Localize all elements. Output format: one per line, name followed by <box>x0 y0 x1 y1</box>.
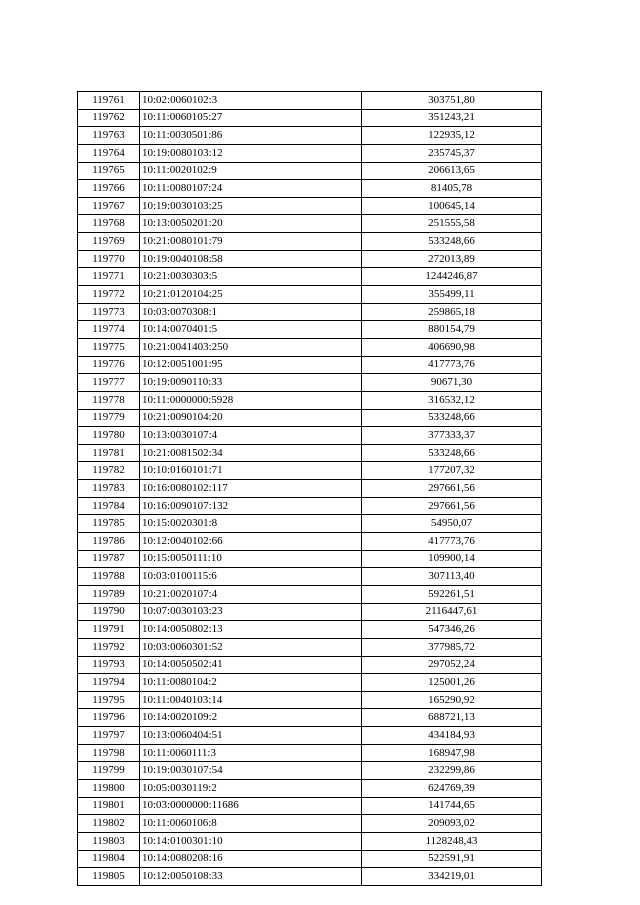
cadastral-number-cell: 10:21:0120104:25 <box>140 286 362 304</box>
amount-cell: 533248,66 <box>362 233 542 251</box>
row-number-cell: 119781 <box>78 444 140 462</box>
amount-cell: 177207,32 <box>362 462 542 480</box>
cadastral-number-cell: 10:11:0080104:2 <box>140 674 362 692</box>
row-number-cell: 119764 <box>78 144 140 162</box>
table-row <box>78 391 542 409</box>
table-row <box>78 303 542 321</box>
cadastral-number-cell: 10:15:0020301:8 <box>140 515 362 533</box>
cadastral-number-cell: 10:19:0040108:58 <box>140 250 362 268</box>
table-row <box>78 127 542 145</box>
cadastral-number-cell: 10:11:0060106:8 <box>140 815 362 833</box>
row-number-cell: 119778 <box>78 391 140 409</box>
table-row <box>78 374 542 392</box>
row-number-cell: 119785 <box>78 515 140 533</box>
cadastral-number-cell: 10:03:0000000:11686 <box>140 797 362 815</box>
table-row <box>78 779 542 797</box>
row-number-cell: 119776 <box>78 356 140 374</box>
cadastral-number-cell: 10:02:0060102:3 <box>140 92 362 110</box>
table-row <box>78 109 542 127</box>
amount-cell: 272013,89 <box>362 250 542 268</box>
table-row <box>78 621 542 639</box>
amount-cell: 355499,11 <box>362 286 542 304</box>
amount-cell: 125001,26 <box>362 674 542 692</box>
amount-cell: 377333,37 <box>362 427 542 445</box>
row-number-cell: 119773 <box>78 303 140 321</box>
cadastral-number-cell: 10:05:0030119:2 <box>140 779 362 797</box>
cadastral-number-cell: 10:11:0030501:86 <box>140 127 362 145</box>
row-number-cell: 119761 <box>78 92 140 110</box>
row-number-cell: 119796 <box>78 709 140 727</box>
cadastral-number-cell: 10:11:0020102:9 <box>140 162 362 180</box>
cadastral-number-cell: 10:10:0160101:71 <box>140 462 362 480</box>
table-row <box>78 144 542 162</box>
table-row <box>78 286 542 304</box>
table-row <box>78 744 542 762</box>
amount-cell: 1128248,43 <box>362 832 542 850</box>
row-number-cell: 119795 <box>78 691 140 709</box>
amount-cell: 109900,14 <box>362 550 542 568</box>
amount-cell: 141744,65 <box>362 797 542 815</box>
cadastral-number-cell: 10:11:0060111:3 <box>140 744 362 762</box>
row-number-cell: 119767 <box>78 197 140 215</box>
cadastral-number-cell: 10:03:0060301:52 <box>140 638 362 656</box>
amount-cell: 406690,98 <box>362 338 542 356</box>
cadastral-number-cell: 10:14:0080208:16 <box>140 850 362 868</box>
table-row <box>78 674 542 692</box>
table-row <box>78 709 542 727</box>
table-row <box>78 568 542 586</box>
cadastral-number-cell: 10:21:0080101:79 <box>140 233 362 251</box>
cadastral-number-cell: 10:16:0080102:117 <box>140 480 362 498</box>
row-number-cell: 119774 <box>78 321 140 339</box>
cadastral-number-cell: 10:11:0060105:27 <box>140 109 362 127</box>
table-row <box>78 603 542 621</box>
cadastral-number-cell: 10:19:0080103:12 <box>140 144 362 162</box>
cadastral-number-cell: 10:13:0050201:20 <box>140 215 362 233</box>
row-number-cell: 119791 <box>78 621 140 639</box>
amount-cell: 54950,07 <box>362 515 542 533</box>
amount-cell: 251555,58 <box>362 215 542 233</box>
table-row <box>78 815 542 833</box>
cadastral-number-cell: 10:14:0100301:10 <box>140 832 362 850</box>
cadastral-number-cell: 10:19:0030103:25 <box>140 197 362 215</box>
amount-cell: 688721,13 <box>362 709 542 727</box>
table-row <box>78 691 542 709</box>
amount-cell: 533248,66 <box>362 409 542 427</box>
amount-cell: 1244246,87 <box>362 268 542 286</box>
row-number-cell: 119777 <box>78 374 140 392</box>
row-number-cell: 119797 <box>78 727 140 745</box>
row-number-cell: 119772 <box>78 286 140 304</box>
cadastral-number-cell: 10:13:0030107:4 <box>140 427 362 445</box>
cadastral-number-cell: 10:07:0030103:23 <box>140 603 362 621</box>
cadastral-number-cell: 10:21:0041403:250 <box>140 338 362 356</box>
amount-cell: 100645,14 <box>362 197 542 215</box>
amount-cell: 303751,80 <box>362 92 542 110</box>
amount-cell: 259865,18 <box>362 303 542 321</box>
row-number-cell: 119803 <box>78 832 140 850</box>
amount-cell: 522591,91 <box>362 850 542 868</box>
row-number-cell: 119763 <box>78 127 140 145</box>
cadastral-number-cell: 10:21:0030303:5 <box>140 268 362 286</box>
cadastral-number-cell: 10:03:0100115:6 <box>140 568 362 586</box>
amount-cell: 90671,30 <box>362 374 542 392</box>
table-row <box>78 409 542 427</box>
amount-cell: 297661,56 <box>362 480 542 498</box>
amount-cell: 168947,98 <box>362 744 542 762</box>
row-number-cell: 119790 <box>78 603 140 621</box>
row-number-cell: 119762 <box>78 109 140 127</box>
cadastral-number-cell: 10:16:0090107:132 <box>140 497 362 515</box>
amount-cell: 297052,24 <box>362 656 542 674</box>
row-number-cell: 119775 <box>78 338 140 356</box>
table-row <box>78 180 542 198</box>
row-number-cell: 119799 <box>78 762 140 780</box>
cadastral-number-cell: 10:12:0050108:33 <box>140 868 362 886</box>
table-row <box>78 321 542 339</box>
table-row <box>78 197 542 215</box>
amount-cell: 434184,93 <box>362 727 542 745</box>
table-row <box>78 92 542 110</box>
amount-cell: 547346,26 <box>362 621 542 639</box>
row-number-cell: 119800 <box>78 779 140 797</box>
row-number-cell: 119792 <box>78 638 140 656</box>
table-row <box>78 727 542 745</box>
amount-cell: 624769,39 <box>362 779 542 797</box>
table-row <box>78 868 542 886</box>
cadastral-number-cell: 10:12:0040102:66 <box>140 533 362 551</box>
row-number-cell: 119779 <box>78 409 140 427</box>
cadastral-number-cell: 10:03:0070308:1 <box>140 303 362 321</box>
table-row <box>78 585 542 603</box>
row-number-cell: 119789 <box>78 585 140 603</box>
row-number-cell: 119788 <box>78 568 140 586</box>
cadastral-number-cell: 10:15:0050111:10 <box>140 550 362 568</box>
row-number-cell: 119798 <box>78 744 140 762</box>
table-row <box>78 338 542 356</box>
cadastral-number-cell: 10:14:0050502:41 <box>140 656 362 674</box>
cadastral-number-cell: 10:19:0090110:33 <box>140 374 362 392</box>
table-row <box>78 444 542 462</box>
amount-cell: 297661,56 <box>362 497 542 515</box>
cadastral-number-cell: 10:21:0090104:20 <box>140 409 362 427</box>
amount-cell: 880154,79 <box>362 321 542 339</box>
amount-cell: 2116447,61 <box>362 603 542 621</box>
table-row <box>78 250 542 268</box>
amount-cell: 235745,37 <box>362 144 542 162</box>
amount-cell: 232299,86 <box>362 762 542 780</box>
row-number-cell: 119766 <box>78 180 140 198</box>
row-number-cell: 119804 <box>78 850 140 868</box>
table-row <box>78 480 542 498</box>
cadastral-number-cell: 10:14:0050802:13 <box>140 621 362 639</box>
amount-cell: 81405,78 <box>362 180 542 198</box>
table-row <box>78 268 542 286</box>
amount-cell: 351243,21 <box>362 109 542 127</box>
row-number-cell: 119782 <box>78 462 140 480</box>
amount-cell: 122935,12 <box>362 127 542 145</box>
table-row <box>78 356 542 374</box>
row-number-cell: 119787 <box>78 550 140 568</box>
cadastral-number-cell: 10:11:0000000:5928 <box>140 391 362 409</box>
data-table <box>77 91 542 886</box>
table-row <box>78 462 542 480</box>
amount-cell: 417773,76 <box>362 533 542 551</box>
amount-cell: 533248,66 <box>362 444 542 462</box>
table-row <box>78 797 542 815</box>
table-row <box>78 233 542 251</box>
amount-cell: 417773,76 <box>362 356 542 374</box>
table-row <box>78 762 542 780</box>
cadastral-number-cell: 10:21:0081502:34 <box>140 444 362 462</box>
cadastral-number-cell: 10:14:0070401:5 <box>140 321 362 339</box>
row-number-cell: 119780 <box>78 427 140 445</box>
table-row <box>78 497 542 515</box>
table-row <box>78 427 542 445</box>
row-number-cell: 119802 <box>78 815 140 833</box>
cadastral-number-cell: 10:19:0030107:54 <box>140 762 362 780</box>
row-number-cell: 119801 <box>78 797 140 815</box>
cadastral-number-cell: 10:13:0060404:51 <box>140 727 362 745</box>
table-row <box>78 550 542 568</box>
row-number-cell: 119784 <box>78 497 140 515</box>
amount-cell: 165290,92 <box>362 691 542 709</box>
row-number-cell: 119783 <box>78 480 140 498</box>
amount-cell: 316532,12 <box>362 391 542 409</box>
amount-cell: 334219,01 <box>362 868 542 886</box>
table-row <box>78 162 542 180</box>
table-row <box>78 832 542 850</box>
row-number-cell: 119794 <box>78 674 140 692</box>
row-number-cell: 119793 <box>78 656 140 674</box>
table-row <box>78 215 542 233</box>
amount-cell: 377985,72 <box>362 638 542 656</box>
row-number-cell: 119769 <box>78 233 140 251</box>
amount-cell: 206613,65 <box>362 162 542 180</box>
table-row <box>78 850 542 868</box>
row-number-cell: 119765 <box>78 162 140 180</box>
table-row <box>78 533 542 551</box>
cadastral-number-cell: 10:14:0020109:2 <box>140 709 362 727</box>
cadastral-number-cell: 10:11:0080107:24 <box>140 180 362 198</box>
cadastral-number-cell: 10:11:0040103:14 <box>140 691 362 709</box>
amount-cell: 307113,40 <box>362 568 542 586</box>
cadastral-number-cell: 10:21:0020107:4 <box>140 585 362 603</box>
table-row <box>78 515 542 533</box>
row-number-cell: 119786 <box>78 533 140 551</box>
table-row <box>78 638 542 656</box>
row-number-cell: 119805 <box>78 868 140 886</box>
table-row <box>78 656 542 674</box>
amount-cell: 209093,02 <box>362 815 542 833</box>
row-number-cell: 119771 <box>78 268 140 286</box>
table-body <box>78 92 542 886</box>
cadastral-number-cell: 10:12:0051001:95 <box>140 356 362 374</box>
row-number-cell: 119768 <box>78 215 140 233</box>
row-number-cell: 119770 <box>78 250 140 268</box>
amount-cell: 592261,51 <box>362 585 542 603</box>
